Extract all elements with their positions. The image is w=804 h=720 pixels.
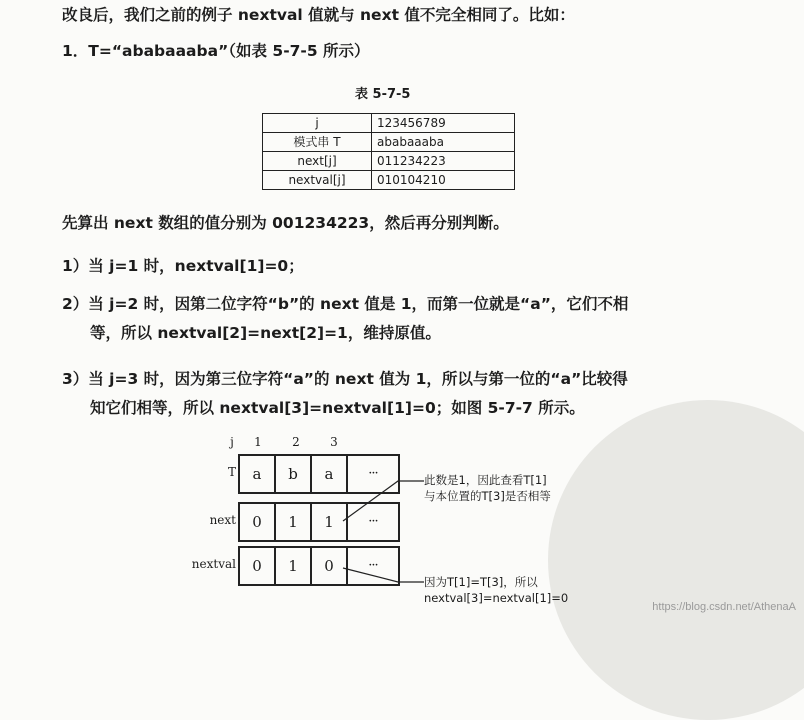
callout-note-1-line-2: 与本位置的T[3]是否相等 [424, 489, 551, 503]
step-2-line-2: 等，所以 nextval[2]=next[2]=1，维持原值。 [90, 324, 441, 342]
row-label-next: next [209, 513, 236, 527]
j-index-label: j [230, 435, 234, 449]
nextval-cell-more: ··· [368, 558, 378, 573]
step-1: 1）当 j=1 时，nextval[1]=0； [62, 257, 304, 275]
table-row [263, 171, 515, 190]
index-3: 3 [330, 435, 338, 449]
nextval-cell-1: 0 [240, 548, 276, 584]
next-cell-2: 1 [276, 504, 312, 540]
index-1: 1 [254, 435, 262, 449]
row-value: 123456789 [372, 114, 515, 133]
t-cell-more: ··· [368, 466, 378, 481]
calc-line: 先算出 next 数组的值分别为 001234223，然后再分别判断。 [62, 214, 509, 232]
callout-note-2-line-2: nextval[3]=nextval[1]=0 [424, 591, 569, 605]
next-cell-3: 1 [312, 504, 348, 540]
example-line: 1．T=“ababaaaba”（如表 5-7-5 所示） [62, 42, 370, 60]
row-header: 模式串 T [263, 133, 372, 152]
row-header: next[j] [263, 152, 372, 171]
index-2: 2 [292, 435, 300, 449]
step-3-line-1: 3）当 j=3 时，因为第三位字符“a”的 next 值为 1，所以与第一位的“a”比较得 [62, 370, 628, 388]
t-cell-3: a [312, 456, 348, 492]
t-cell-2: b [276, 456, 312, 492]
intro-line: 改良后，我们之前的例子 nextval 值就与 next 值不完全相同了。比如： [62, 6, 575, 24]
row-value: 011234223 [372, 152, 515, 171]
callout-note-1 [424, 472, 551, 504]
next-cell-more: ··· [368, 514, 378, 529]
table-row [263, 114, 515, 133]
step-3-line-2: 知它们相等，所以 nextval[3]=nextval[1]=0；如图 5-7-7 所示。 [90, 399, 585, 417]
table-row [263, 152, 515, 171]
t-cell-1: a [240, 456, 276, 492]
row-value: ababaaaba [372, 133, 515, 152]
callout-note-1-line-1: 此数是1，因此查看T[1] [424, 473, 547, 487]
table-caption: 表 5-7-5 [355, 87, 411, 102]
row-header: nextval[j] [263, 171, 372, 190]
table-row [263, 133, 515, 152]
callout-note-2 [424, 574, 568, 606]
nextval-cell-3: 0 [312, 548, 348, 584]
nextval-table [262, 113, 515, 190]
step-2-line-1: 2）当 j=2 时，因第二位字符“b”的 next 值是 1，而第一位就是“a”，它们不相 [62, 295, 629, 313]
figure-5-7-7 [190, 430, 610, 616]
callout-note-2-line-1: 因为T[1]=T[3]，所以 [424, 575, 538, 589]
nextval-cell-2: 1 [276, 548, 312, 584]
row-label-nextval: nextval [191, 557, 236, 571]
row-value: 010104210 [372, 171, 515, 190]
watermark-text: https://blog.csdn.net/AthenaA [652, 601, 796, 613]
row-label-t: T [227, 465, 236, 479]
next-cell-1: 0 [240, 504, 276, 540]
row-header: j [263, 114, 372, 133]
